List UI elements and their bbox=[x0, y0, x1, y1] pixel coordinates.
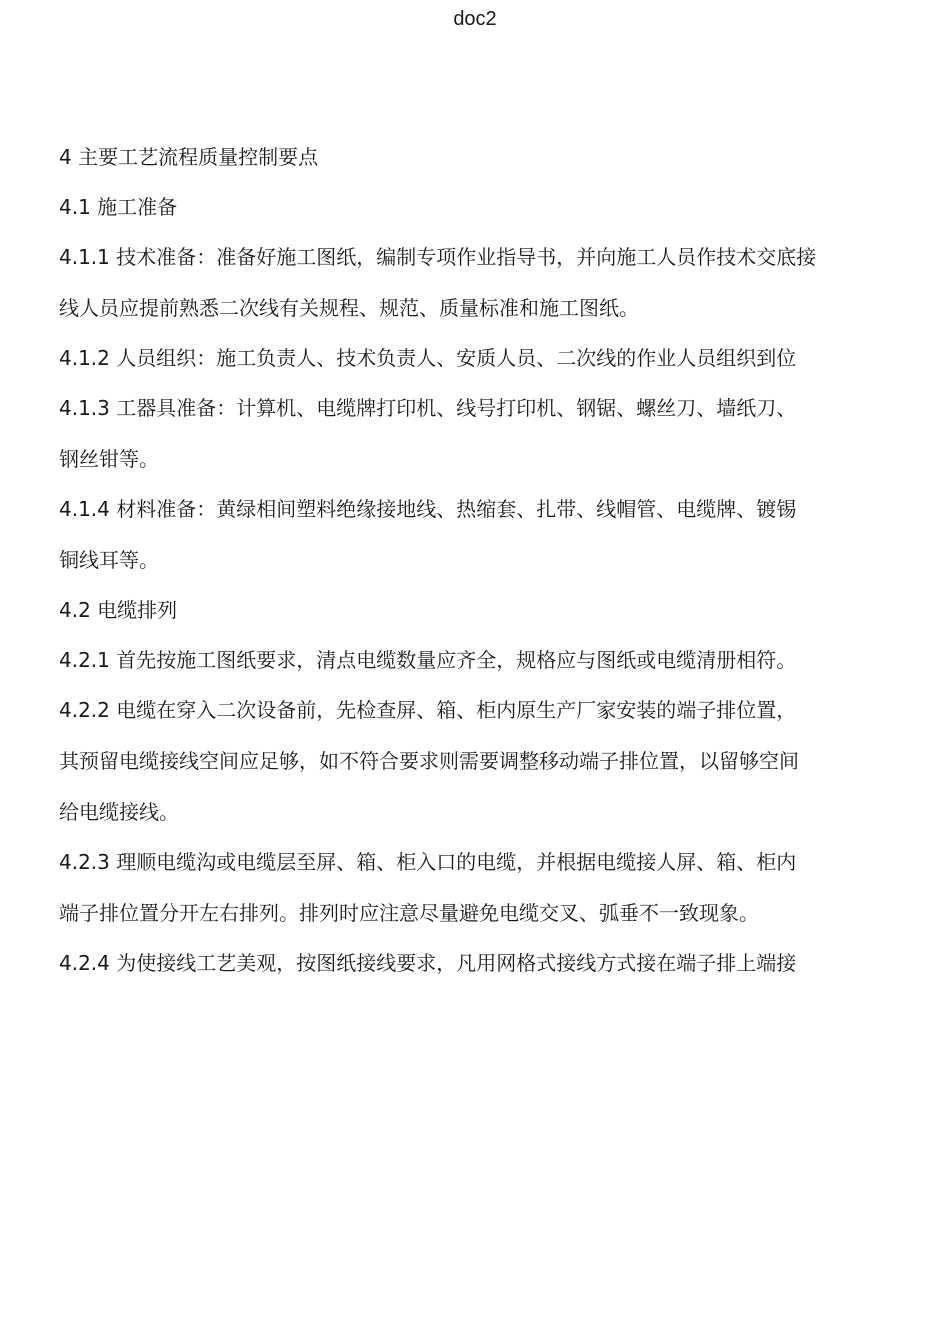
paragraph-line: 4.1.2 人员组织：施工负责人、技术负责人、安质人员、二次线的作业人员组织到位 bbox=[59, 346, 797, 370]
paragraph-line: 4.1 施工准备 bbox=[59, 195, 178, 219]
paragraph bbox=[59, 946, 899, 980]
paragraph-line: 4.2.2 电缆在穿入二次设备前，先检查屏、箱、柜内原生产厂家安装的端子排位置， bbox=[59, 698, 797, 722]
paragraph-line: 4.2.4 为使接线工艺美观，按图纸接线要求，凡用网格式接线方式接在端子排上端接 bbox=[59, 951, 797, 975]
paragraph-line: 4.2.3 理顺电缆沟或电缆层至屏、箱、柜入口的电缆，并根据电缆接人屏、箱、柜内 bbox=[59, 850, 797, 874]
document-body bbox=[59, 140, 899, 996]
paragraph bbox=[59, 391, 899, 476]
paragraph bbox=[59, 643, 899, 677]
paragraph bbox=[59, 693, 899, 829]
paragraph-line: 铜线耳等。 bbox=[59, 548, 159, 572]
document-title: doc2 bbox=[453, 8, 497, 30]
subsection-heading bbox=[59, 593, 899, 627]
subsection-heading bbox=[59, 190, 899, 224]
paragraph bbox=[59, 240, 899, 325]
paragraph-line: 线人员应提前熟悉二次线有关规程、规范、质量标准和施工图纸。 bbox=[59, 296, 639, 320]
section-heading bbox=[59, 140, 899, 174]
paragraph bbox=[59, 341, 899, 375]
paragraph bbox=[59, 492, 899, 577]
paragraph-line: 4.1.3 工器具准备：计算机、电缆牌打印机、线号打印机、钢锯、螺丝刀、墙纸刀、 bbox=[59, 396, 797, 420]
paragraph-line: 端子排位置分开左右排列。排列时应注意尽量避免电缆交叉、弧垂不一致现象。 bbox=[59, 901, 759, 925]
paragraph-line: 4.1.4 材料准备：黄绿相间塑料绝缘接地线、热缩套、扎带、线帽管、电缆牌、镀锡 bbox=[59, 497, 797, 521]
paragraph-line: 4.2 电缆排列 bbox=[59, 598, 178, 622]
paragraph-line: 4.2.1 首先按施工图纸要求，清点电缆数量应齐全，规格应与图纸或电缆清册相符。 bbox=[59, 648, 797, 672]
paragraph-line: 4 主要工艺流程质量控制要点 bbox=[59, 145, 319, 169]
paragraph-line: 其预留电缆接线空间应足够，如不符合要求则需要调整移动端子排位置，以留够空间 bbox=[59, 749, 799, 773]
paragraph bbox=[59, 845, 899, 930]
paragraph-line: 给电缆接线。 bbox=[59, 800, 179, 824]
paragraph-line: 钢丝钳等。 bbox=[59, 447, 159, 471]
paragraph-line: 4.1.1 技术准备：准备好施工图纸，编制专项作业指导书，并向施工人员作技术交底接 bbox=[59, 245, 817, 269]
